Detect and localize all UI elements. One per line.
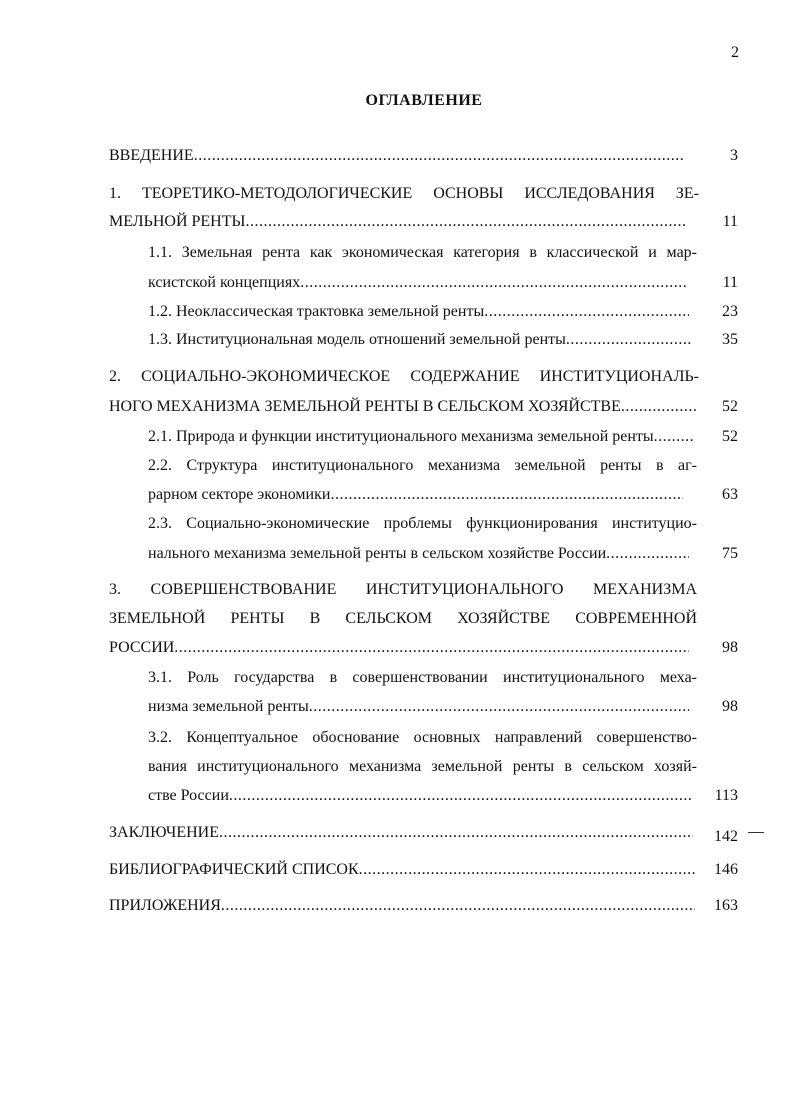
toc-entry-appendix[interactable] [109, 891, 695, 921]
toc-entry-label: нального механизма земельной ренты в сельском хозяйстве России [148, 545, 607, 562]
toc-entry-label: низма земельной ренты [148, 698, 309, 715]
leader-dots [484, 297, 689, 327]
leader-dots [300, 268, 687, 298]
leader-dots [229, 781, 693, 811]
leader-dots [359, 855, 695, 885]
toc-entry-label: ксистской концепциях [148, 274, 301, 291]
toc-chapter-3-line3[interactable] [109, 633, 689, 663]
toc-chapter-1-line2[interactable] [109, 207, 687, 237]
toc-entry-label: НОГО МЕХАНИЗМА ЗЕМЕЛЬНОЙ РЕНТЫ В СЕЛЬСКОМ ХОЗЯЙСТВЕ [109, 398, 621, 415]
leader-dots [194, 141, 685, 171]
toc-chapter-1-line1[interactable]: 1. ТЕОРЕТИКО-МЕТОДОЛОГИЧЕСКИЕ ОСНОВЫ ИССЛЕДОВАНИЯ ЗЕ- [109, 185, 699, 202]
toc-section-2-2-line1[interactable]: 2.2. Структура институционального механизма земельной ренты в аг- [148, 457, 697, 474]
toc-entry-label: 2.1. Природа и функции институционального механизма земельной ренты [148, 428, 654, 445]
toc-page-number: 146 [714, 861, 738, 878]
toc-section-1-1-line2[interactable] [148, 268, 687, 298]
toc-entry-label: рарном секторе экономики [148, 486, 331, 503]
toc-section-3-2-line1[interactable]: 3.2. Концептуальное обоснование основных направлений совершенство- [148, 729, 697, 746]
margin-mark [748, 832, 764, 833]
toc-page-number: 75 [722, 545, 738, 562]
toc-page-number: 35 [722, 331, 738, 348]
toc-chapter-2-line2[interactable] [109, 392, 696, 422]
toc-page-number: 142 [714, 828, 738, 845]
toc-entry-intro[interactable] [109, 141, 685, 171]
toc-page-number: 52 [722, 428, 738, 445]
toc-section-1-1-line1[interactable]: 1.1. Земельная рента как экономическая категория в классической и мар- [148, 244, 697, 261]
toc-page-number: 23 [722, 303, 738, 320]
toc-entry-label: МЕЛЬНОЙ РЕНТЫ [109, 213, 246, 230]
toc-page-number: 98 [722, 698, 738, 715]
leader-dots [654, 422, 693, 452]
toc-page-number: 113 [714, 787, 738, 804]
toc-section-2-3-line2[interactable] [148, 539, 689, 569]
toc-chapter-2-line1[interactable]: 2. СОЦИАЛЬНО-ЭКОНОМИЧЕСКОЕ СОДЕРЖАНИЕ ИНСТИТУЦИОНАЛЬ- [109, 368, 699, 385]
toc-section-1-2[interactable] [148, 297, 689, 327]
toc-entry-label: стве России [148, 787, 229, 804]
toc-entry-label: 1.3. Институциональная модель отношений земельной ренты [148, 331, 566, 348]
toc-chapter-3-line2[interactable]: ЗЕМЕЛЬНОЙ РЕНТЫ В СЕЛЬСКОМ ХОЗЯЙСТВЕ СОВРЕМЕННОЙ [109, 610, 697, 627]
toc-entry-conclusion[interactable] [109, 818, 693, 848]
leader-dots [566, 325, 691, 355]
toc-entry-label: РОССИИ [109, 639, 175, 656]
toc-entry-bibliography[interactable] [109, 855, 695, 885]
leader-dots [174, 633, 689, 663]
toc-page-number: 11 [722, 274, 738, 291]
toc-chapter-3-line1[interactable]: 3. СОВЕРШЕНСТВОВАНИЕ ИНСТИТУЦИОНАЛЬНОГО МЕХАНИЗМА [109, 581, 697, 598]
leader-dots [330, 480, 683, 510]
toc-section-2-2-line2[interactable] [148, 480, 683, 510]
toc-section-2-1[interactable] [148, 422, 693, 452]
toc-page-number: 11 [722, 213, 738, 230]
leader-dots [621, 392, 696, 422]
toc-page-number: 3 [730, 147, 738, 164]
toc-entry-label: 1.2. Неоклассическая трактовка земельной ренты [148, 303, 485, 320]
toc-entry-label: ПРИЛОЖЕНИЯ [109, 897, 221, 914]
toc-page-number: 98 [722, 639, 738, 656]
leader-dots [309, 692, 689, 722]
page-number: 2 [731, 44, 739, 61]
toc-page-number: 163 [714, 897, 738, 914]
leader-dots [221, 891, 695, 921]
toc-entry-label: БИБЛИОГРАФИЧЕСКИЙ СПИСОК [109, 861, 359, 878]
leader-dots [219, 818, 693, 848]
leader-dots [606, 539, 689, 569]
toc-section-3-1-line2[interactable] [148, 692, 689, 722]
toc-section-3-2-line2[interactable]: вания институционального механизма земельной ренты в сельском хозяй- [148, 758, 697, 775]
leader-dots [245, 207, 687, 237]
toc-section-2-3-line1[interactable]: 2.3. Социально-экономические проблемы функционирования институцио- [148, 515, 697, 532]
toc-entry-label: ЗАКЛЮЧЕНИЕ [109, 824, 219, 841]
toc-section-3-1-line1[interactable]: 3.1. Роль государства в совершенствовании институционального меха- [148, 669, 697, 686]
page-title: ОГЛАВЛЕНИЕ [365, 92, 483, 109]
toc-page-number: 52 [722, 398, 738, 415]
toc-entry-label: ВВЕДЕНИЕ [109, 147, 194, 164]
toc-page-number: 63 [722, 486, 738, 503]
toc-section-1-3[interactable] [148, 325, 691, 355]
toc-section-3-2-line3[interactable] [148, 781, 693, 811]
